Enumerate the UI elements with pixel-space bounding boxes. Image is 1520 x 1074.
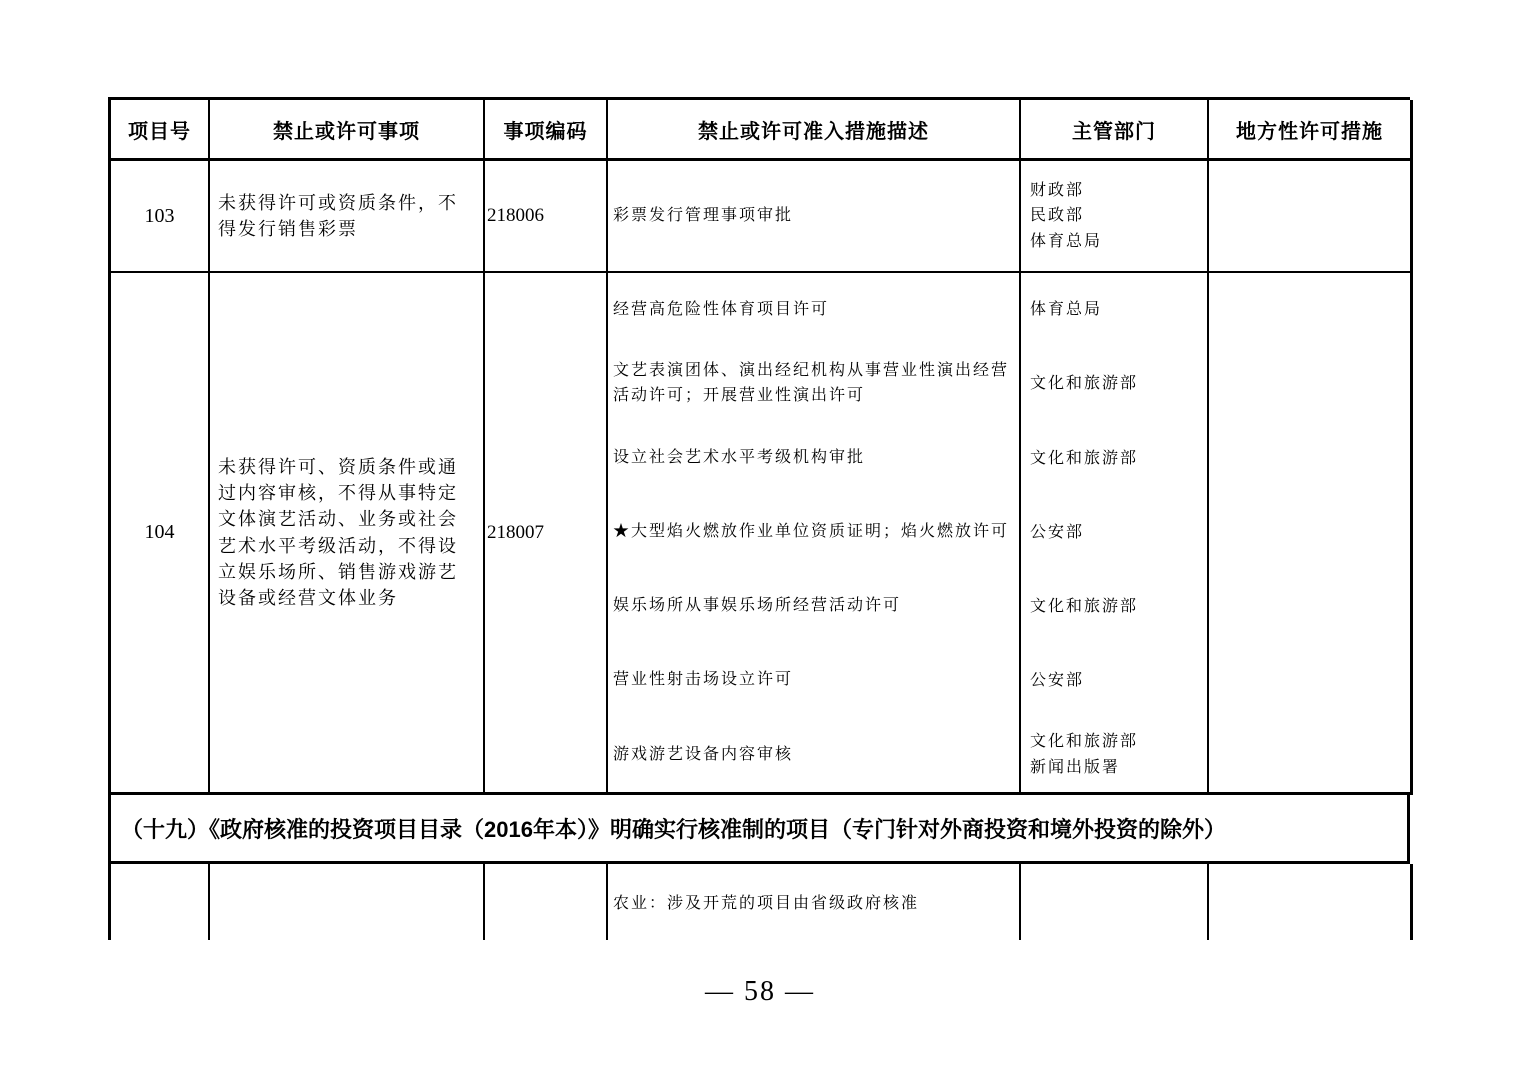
- department-name: 体育总局: [1030, 301, 1103, 319]
- measure-descriptions: [608, 161, 1021, 273]
- measure-description: [608, 718, 1019, 792]
- item-number: [111, 864, 210, 940]
- local-measures-cell: [1209, 864, 1413, 940]
- measure-text: 经营高危险性体育项目许可: [613, 300, 830, 318]
- header-item-code: 事项编码: [485, 100, 608, 161]
- table-row-partial: [111, 864, 1410, 940]
- department-name: 文化和旅游部: [1030, 733, 1139, 751]
- item-code: 218007: [485, 273, 608, 795]
- page-number: — 58 —: [705, 976, 815, 1007]
- access-measures-table: [108, 97, 1410, 940]
- measure-text: 农业：涉及开荒的项目由省级政府核准: [613, 895, 920, 912]
- department-group: [1021, 644, 1207, 718]
- table-header-row: [111, 100, 1410, 161]
- department-group: [1021, 495, 1207, 569]
- table-row: [111, 273, 1410, 795]
- table-row: [111, 161, 1410, 273]
- competent-departments: [1021, 864, 1209, 940]
- header-competent-department: 主管部门: [1021, 100, 1209, 161]
- prohibited-item-text: 未获得许可、资质条件或通过内容审核，不得从事特定文体演艺活动、业务或社会艺术水平考级活动，不得设立娱乐场所、销售游戏游艺设备或经营文体业务: [210, 273, 485, 795]
- local-measures-cell: [1209, 273, 1413, 795]
- measure-description: [608, 347, 1019, 421]
- measure-description: [608, 644, 1019, 718]
- local-measures-cell: [1209, 161, 1413, 273]
- measure-text: ★大型焰火燃放作业单位资质证明；焰火燃放许可: [613, 523, 1010, 541]
- prohibited-item-text: [210, 864, 485, 940]
- header-measure-description: 禁止或许可准入措施描述: [608, 100, 1021, 161]
- measure-text: 娱乐场所从事娱乐场所经营活动许可: [613, 597, 902, 615]
- department-name: 财政部: [1030, 181, 1085, 199]
- competent-departments: [1021, 273, 1209, 795]
- department-name: 文化和旅游部: [1030, 449, 1139, 467]
- measure-description: [608, 273, 1019, 347]
- department-group: [1021, 161, 1207, 271]
- department-group: [1021, 570, 1207, 644]
- measure-text: 文艺表演团体、演出经纪机构从事营业性演出经营活动许可；开展营业性演出许可: [613, 362, 1010, 405]
- department-group: [1021, 273, 1207, 347]
- department-name: 公安部: [1030, 523, 1085, 541]
- header-prohibited-item: 禁止或许可事项: [210, 100, 485, 161]
- header-item-number: 项目号: [111, 100, 210, 161]
- measure-description: [608, 864, 1019, 940]
- measure-descriptions: [608, 864, 1021, 940]
- measure-text: 彩票发行管理事项审批: [613, 206, 794, 224]
- measure-text: 游戏游艺设备内容审核: [613, 745, 794, 763]
- department-name: 新闻出版署: [1030, 758, 1121, 776]
- measure-descriptions: [608, 273, 1021, 795]
- prohibited-item-text: 未获得许可或资质条件，不得发行销售彩票: [210, 161, 485, 273]
- department-group: [1021, 718, 1207, 792]
- department-group: [1021, 421, 1207, 495]
- department-group: [1021, 347, 1207, 421]
- department-name: 文化和旅游部: [1030, 597, 1139, 615]
- competent-departments: [1021, 161, 1209, 273]
- measure-text: 营业性射击场设立许可: [613, 671, 794, 689]
- item-code: [485, 864, 608, 940]
- department-name: 体育总局: [1030, 232, 1103, 250]
- department-name: 文化和旅游部: [1030, 375, 1139, 393]
- measure-text: 设立社会艺术水平考级机构审批: [613, 448, 866, 466]
- measure-description: [608, 161, 1019, 271]
- item-code: 218006: [485, 161, 608, 273]
- measure-description: [608, 570, 1019, 644]
- section-header-row: [111, 795, 1410, 864]
- department-name: 公安部: [1030, 671, 1085, 689]
- item-number: 103: [111, 161, 210, 273]
- item-number: 104: [111, 273, 210, 795]
- section-header-text: （十九）《政府核准的投资项目目录（2016年本）》明确实行核准制的项目（专门针对外商投资和境外投资的除外）: [111, 795, 1410, 864]
- header-local-measures: 地方性许可措施: [1209, 100, 1413, 161]
- measure-description: [608, 421, 1019, 495]
- department-name: 民政部: [1030, 207, 1085, 225]
- measure-description: [608, 495, 1019, 569]
